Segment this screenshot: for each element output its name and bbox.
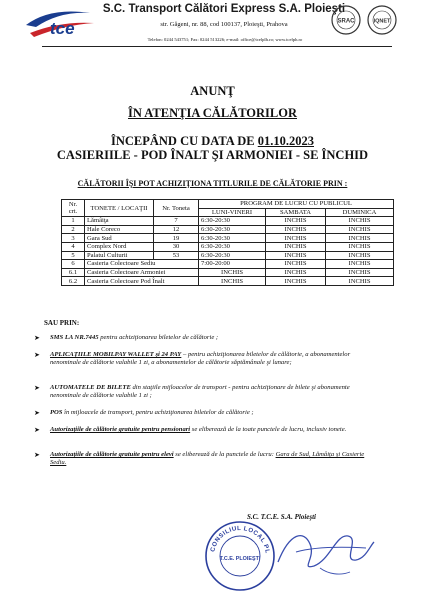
table-row <box>62 217 394 226</box>
notice-subtitle: ÎN ATENŢIA CĂLĂTORILOR <box>127 106 298 120</box>
cell-saturday: INCHIS <box>266 260 326 269</box>
cell-saturday: INCHIS <box>266 234 326 243</box>
company-contact: Telefon: 0244 543751; Fax: 0244 513226; e-mail: office@tcelplh.ro; www.tcelph.ro <box>147 37 303 42</box>
cell-sunday: INCHIS <box>326 251 394 260</box>
cell-sunday: INCHIS <box>326 217 394 226</box>
notice-title: ANUNŢ <box>190 84 235 98</box>
cell-kiosk: 53 <box>154 251 199 260</box>
cell-weekdays: 7:00-20:00 <box>199 260 266 269</box>
notice-closing-line: CASIERIILE - POD ÎNALT ŞI ARMONIEI - SE ÎNCHID <box>56 148 369 162</box>
cell-sunday: INCHIS <box>326 225 394 234</box>
cell-location: Casieria Colectoare Armoniei <box>85 268 199 277</box>
cell-kiosk: 30 <box>154 242 199 251</box>
arrow-bullet-icon: ➤ <box>34 351 40 359</box>
table-row <box>62 225 394 234</box>
cell-saturday: INCHIS <box>266 251 326 260</box>
cell-weekdays: 6:30-20:30 <box>199 225 266 234</box>
notice-effective-date-line: ÎNCEPÂND CU DATA DE 01.10.2023 <box>110 134 314 148</box>
header-nr: Nr. crt. <box>62 200 85 217</box>
table-row <box>62 242 394 251</box>
cell-nr: 3 <box>62 234 85 243</box>
cell-weekdays: INCHIS <box>199 277 266 286</box>
cell-nr: 4 <box>62 242 85 251</box>
cell-sunday: INCHIS <box>326 260 394 269</box>
stamp-center-text: T.C.E. PLOIEŞTI <box>219 556 261 562</box>
cell-nr: 6.2 <box>62 277 85 286</box>
arrow-bullet-icon: ➤ <box>34 451 40 459</box>
cell-saturday: INCHIS <box>266 217 326 226</box>
arrow-bullet-icon: ➤ <box>34 384 40 392</box>
signature-company: S.C. T.C.E. S.A. Ploieşti <box>247 513 316 521</box>
cell-weekdays: 6:30-20:30 <box>199 217 266 226</box>
logo-text: tce <box>50 19 75 38</box>
cell-saturday: INCHIS <box>266 268 326 277</box>
cell-saturday: INCHIS <box>266 242 326 251</box>
official-stamp <box>202 518 278 594</box>
svg-text:IQNET: IQNET <box>373 18 391 25</box>
cell-saturday: INCHIS <box>266 225 326 234</box>
cell-saturday: INCHIS <box>266 277 326 286</box>
cell-kiosk: 7 <box>154 217 199 226</box>
table-heading: CĂLĂTORII ÎŞI POT ACHIZIŢIONA TITLURILE DE CĂLĂTORIE PRIN : <box>77 179 348 188</box>
cell-location: Complex Nord <box>85 242 154 251</box>
cell-nr: 1 <box>62 217 85 226</box>
header-divider <box>42 46 392 47</box>
arrow-bullet-icon: ➤ <box>34 426 40 434</box>
cell-location: Hale Coreco <box>85 225 154 234</box>
cell-location: Casieria Colectoare Pod Înalt <box>85 277 199 286</box>
cell-sunday: INCHIS <box>326 234 394 243</box>
effective-date: 01.10.2023 <box>257 134 314 148</box>
cell-weekdays: 6:30-20:30 <box>199 234 266 243</box>
cell-nr: 2 <box>62 225 85 234</box>
cell-weekdays: 6:30-20:30 <box>199 251 266 260</box>
company-name: S.C. Transport Călători Express S.A. Ploieşti <box>102 3 346 15</box>
arrow-bullet-icon: ➤ <box>34 409 40 417</box>
table-row <box>62 268 394 277</box>
cell-sunday: INCHIS <box>326 242 394 251</box>
cell-kiosk: 12 <box>154 225 199 234</box>
alternatives-heading: SAU PRIN: <box>44 319 80 327</box>
svg-text:SRAC: SRAC <box>337 18 355 25</box>
schedule-table <box>61 199 394 286</box>
table-row <box>62 277 394 286</box>
cell-nr: 6 <box>62 260 85 269</box>
cell-sunday: INCHIS <box>326 277 394 286</box>
table-row <box>62 251 394 260</box>
cell-location: Lămâiţa <box>85 217 154 226</box>
header-location: TONETE / LOCAŢII <box>85 200 154 217</box>
cell-sunday: INCHIS <box>326 268 394 277</box>
cell-nr: 6.1 <box>62 268 85 277</box>
cell-nr: 5 <box>62 251 85 260</box>
srac-certification-logo <box>330 4 362 36</box>
company-address: str. Găgeni, nr. 88, cod 100137, Ploieşti, Prahova <box>160 21 288 28</box>
cell-kiosk: 19 <box>154 234 199 243</box>
cell-location: Gara Sud <box>85 234 154 243</box>
header-sunday: DUMINICA <box>326 208 394 217</box>
handwritten-signature <box>270 522 380 582</box>
table-row <box>62 234 394 243</box>
cell-weekdays: INCHIS <box>199 268 266 277</box>
cell-location: Casieria Colectoare Sediu <box>85 260 199 269</box>
iqnet-certification-logo <box>366 4 398 36</box>
header-saturday: SAMBATA <box>266 208 326 217</box>
header-kiosk-nr: Nr. Toneta <box>154 200 199 217</box>
header-weekdays: LUNI-VINERI <box>199 208 266 217</box>
cell-location: Palatul Culturii <box>85 251 154 260</box>
stamp-ring-text: CONSILIUL LOCAL PL <box>209 524 271 555</box>
header-program: PROGRAM DE LUCRU CU PUBLICUL <box>199 200 394 209</box>
cell-weekdays: 6:30-20:30 <box>199 242 266 251</box>
arrow-bullet-icon: ➤ <box>34 334 40 342</box>
table-row <box>62 260 394 269</box>
